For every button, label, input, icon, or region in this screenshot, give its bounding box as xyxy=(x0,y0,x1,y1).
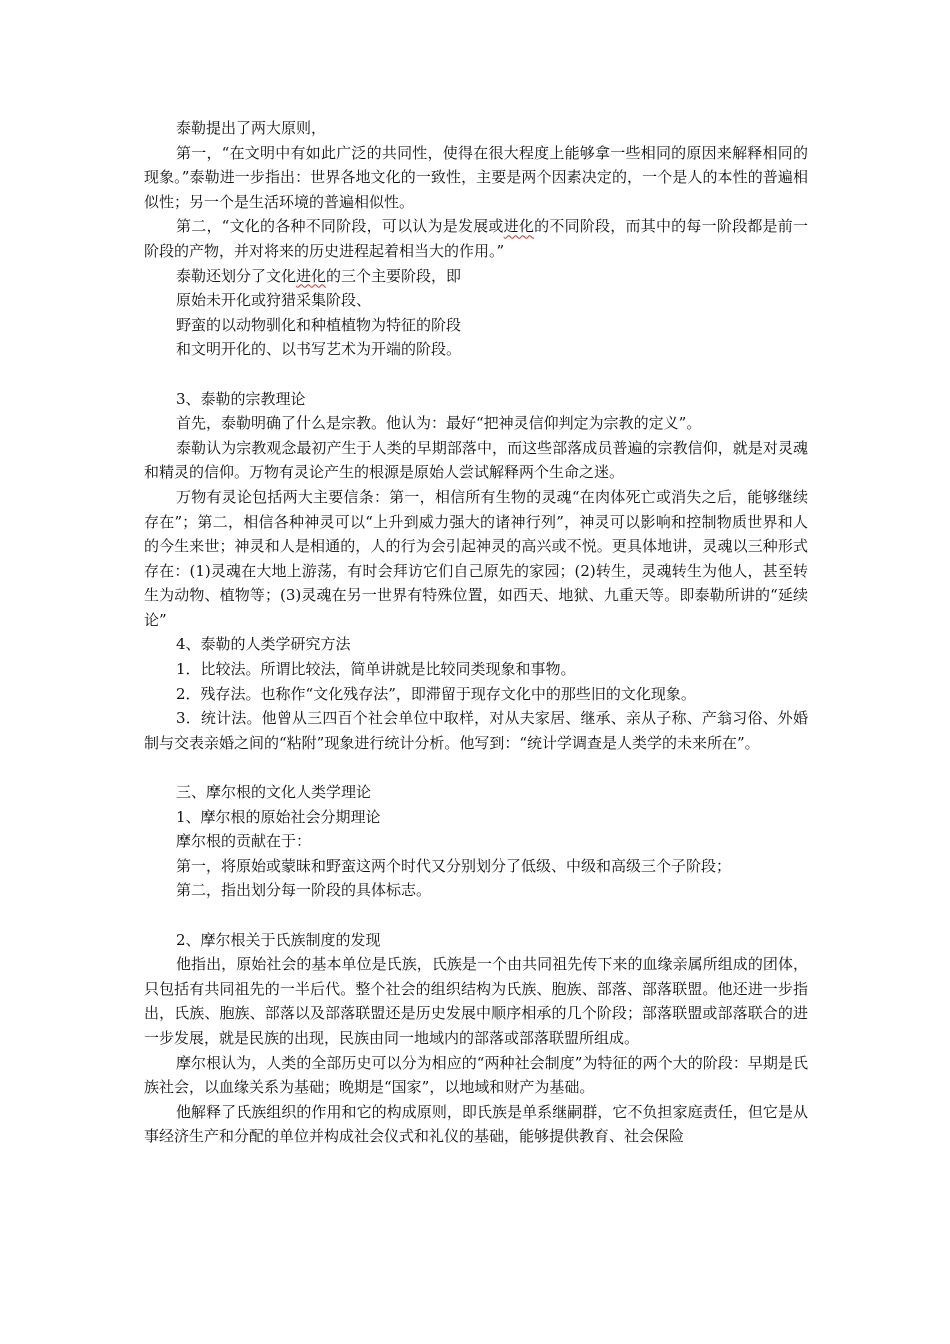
paragraph: 他指出，原始社会的基本单位是氏族，氏族是一个由共同祖先传下来的血缘亲属所组成的团体，只包括有共同祖先的一半后代。整个社会的组织结构为氏族、胞族、部落、部落联盟。他还进一步指出，氏族、胞族、部落以及部落联盟还是历史发展中顺序相承的几个阶段；部落联盟或部落联合的进一步发展，就是民族的出现，民族由同一地域内的部落或部落联盟所组成。 xyxy=(144,955,808,1047)
blank-line xyxy=(144,362,808,387)
paragraph: 第一，将原始或蒙昧和野蛮这两个时代又分别划分了低级、中级和高级三个子阶段； xyxy=(176,856,732,875)
paragraph: 他解释了氏族组织的作用和它的构成原则，即氏族是单系继嗣群，它不负担家庭责任，但它是从事经济生产和分配的单位并构成社会仪式和礼仪的基础，能够提供教育、社会保险 xyxy=(144,1102,808,1146)
section-heading: 4、泰勒的人类学研究方法 xyxy=(176,635,351,654)
paragraph: 泰勒认为宗教观念最初产生于人类的早期部落中，而这些部落成员普遍的宗教信仰，就是对灵魂和精灵的信仰。万物有灵论产生的根源是原始人尝试解释两个生命之迷。 xyxy=(144,438,808,482)
paragraph xyxy=(144,264,808,289)
section-heading: 1、摩尔根的原始社会分期理论 xyxy=(176,807,381,826)
section-heading: 2、摩尔根关于氏族制度的发现 xyxy=(176,930,381,949)
paragraph: 第二，指出划分每一阶段的具体标志。 xyxy=(176,881,432,900)
paragraph xyxy=(144,214,808,263)
document-body xyxy=(144,116,808,1149)
paragraph: 摩尔根的贡献在于： xyxy=(176,832,312,851)
chapter-heading: 三、摩尔根的文化人类学理论 xyxy=(176,783,372,802)
stage-line: 原始未开化或狩猎采集阶段、 xyxy=(176,291,372,310)
text-run: 第二，“文化的各种不同阶段，可以认为是发展或 xyxy=(176,217,504,236)
text-run: 泰勒还划分了文化 xyxy=(176,266,297,285)
paragraph: 首先，泰勒明确了什么是宗教。他认为：最好“把神灵信仰判定为宗教的定义”。 xyxy=(176,414,702,433)
paragraph: 泰勒提出了两大原则， xyxy=(176,119,327,137)
blank-line xyxy=(144,903,808,928)
stage-line: 和文明开化的、以书写艺术为开端的阶段。 xyxy=(176,340,462,359)
paragraph: 第一，“在文明中有如此广泛的共同性，使得在很大程度上能够拿一些相同的原因来解释相同的现象。”泰勒进一步指出：世界各地文化的一致性，主要是两个因素决定的，一个是人的本性的普遍相似性；另一个是生活环境的普遍相似性。 xyxy=(144,143,808,211)
blank-line xyxy=(144,755,808,780)
paragraph: 万物有灵论包括两大主要信条：第一，相信所有生物的灵魂“在肉体死亡或消失之后，能够继续存在”；第二，相信各种神灵可以“上升到威力强大的诸神行列”，神灵可以影响和控制物质世界和人的今生来世；神灵和人是相通的，人的行为会引起神灵的高兴或不悦。更具体地讲，灵魂以三种形式存在：(1)灵魂在大地上游荡，有时会拜访它们自己原先的家园；(2)转生，灵魂转生为他人，甚至转生为动物、植物等；(3)灵魂在另一世界有特殊位置，如西天、地狱、九重天等。即泰勒所讲的“延续论” xyxy=(144,487,808,629)
paragraph: 摩尔根认为，人类的全部历史可以分为相应的“两种社会制度”为特征的两个大的阶段：早期是氏族社会，以血缘关系为基础；晚期是“国家”，以地域和财产为基础。 xyxy=(144,1053,808,1097)
spellcheck-marked-word: 进化 xyxy=(296,266,327,285)
section-heading: 3、泰勒的宗教理论 xyxy=(176,389,306,408)
text-run: 的三个主要阶段，即 xyxy=(326,266,462,285)
spellcheck-marked-word: 进化 xyxy=(503,217,535,236)
stage-line: 野蛮的以动物驯化和种植植物为特征的阶段 xyxy=(176,315,462,334)
list-item: 2．残存法。也称作“文化残存法”，即滞留于现存文化中的那些旧的文化现象。 xyxy=(176,684,696,703)
list-item: 1．比较法。所谓比较法，简单讲就是比较同类现象和事物。 xyxy=(176,660,576,679)
text-run: 的不同阶段，而其中的每一阶段都是前一阶段的产物，并对将来的历史进程起着相当大的作用。” xyxy=(144,217,808,260)
list-item: 3．统计法。他曾从三四百个社会单位中取样，对从夫家居、继承、亲从子称、产翁习俗、外婚制与交表亲婚之间的“粘附”现象进行统计分析。他写到：“统计学调查是人类学的未来所在”。 xyxy=(144,709,808,752)
